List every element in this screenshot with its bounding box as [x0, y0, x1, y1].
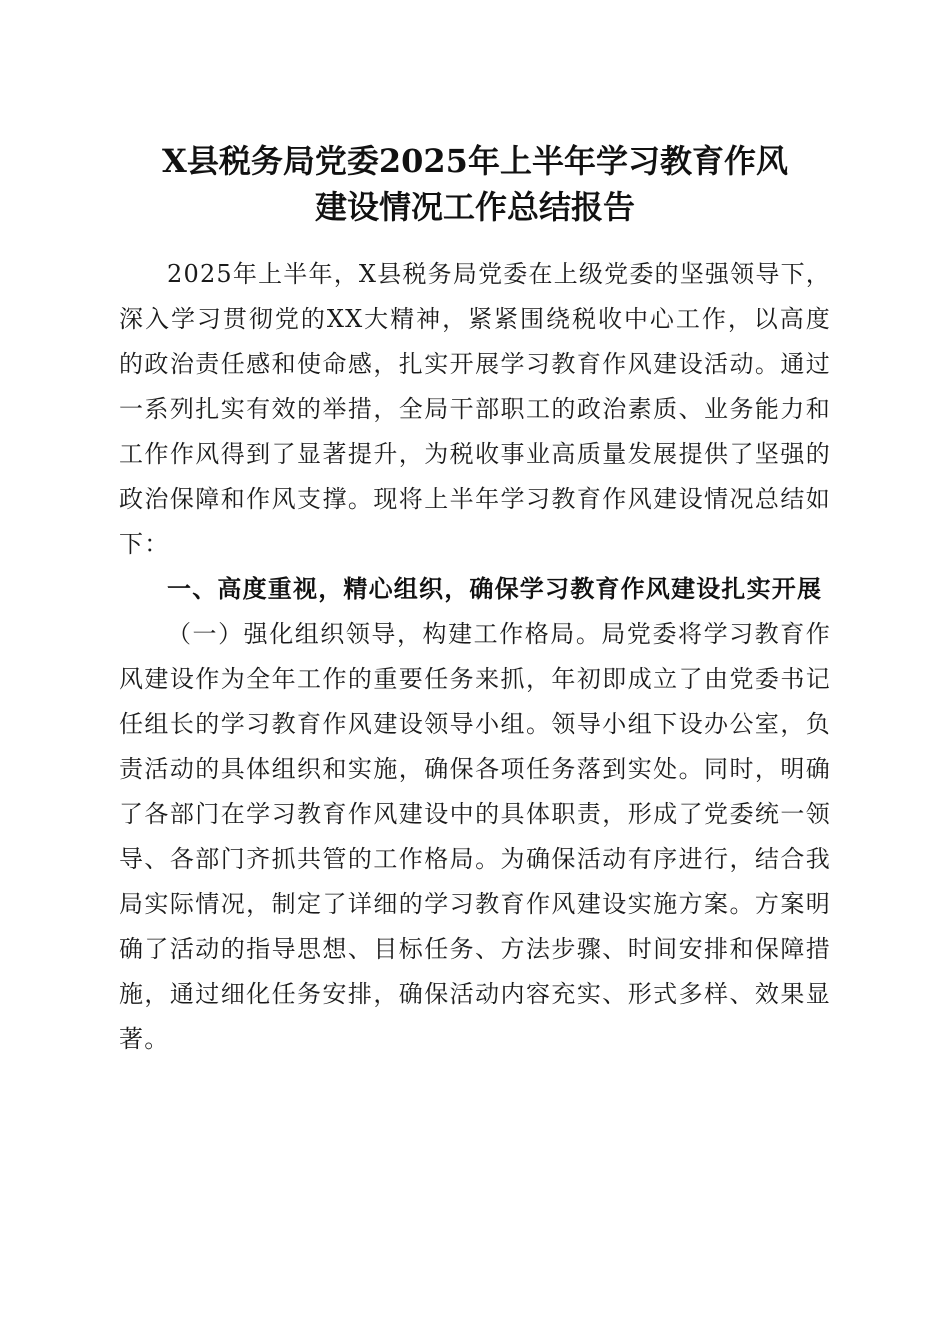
title-line-1: X县税务局党委2025年上半年学习教育作风 [162, 142, 788, 180]
title-line-2: 建设情况工作总结报告 [314, 188, 635, 226]
document-body [119, 252, 831, 1062]
subsection-1-paragraph [119, 612, 831, 1062]
section-1-heading: 一、高度重视，精心组织，确保学习教育作风建设扎实开展 [167, 575, 823, 603]
subsection-1-body: 局党委将学习教育作风建设作为全年工作的重要任务来抓，年初即成立了由党委书记任组长的学习教育作风建设领导小组。领导小组下设办公室，负责活动的具体组织和实施，确保各项任务落到实处。同时，明确了各部门在学习教育作风建设中的具体职责，形成了党委统一领导、各部门齐抓共管的工作格局。为确保活动有序进行，结合我局实际情况，制定了详细的学习教育作风建设实施方案。方案明确了活动的指导思想、目标任务、方法步骤、时间安排和保障措施，通过细化任务安排，确保活动内容充实、形式多样、效果显著。 [119, 620, 831, 1053]
document-title [100, 138, 850, 230]
intro-paragraph: 2025年上半年，X县税务局党委在上级党委的坚强领导下，深入学习贯彻党的XX大精神，紧紧围绕税收中心工作，以高度的政治责任感和使命感，扎实开展学习教育作风建设活动。通过一系列扎实有效的举措，全局干部职工的政治素质、业务能力和工作作风得到了显著提升，为税收事业高质量发展提供了坚强的政治保障和作风支撑。现将上半年学习教育作风建设情况总结如下： [119, 260, 831, 558]
subsection-1-lead: （一）强化组织领导，构建工作格局。 [167, 620, 602, 648]
